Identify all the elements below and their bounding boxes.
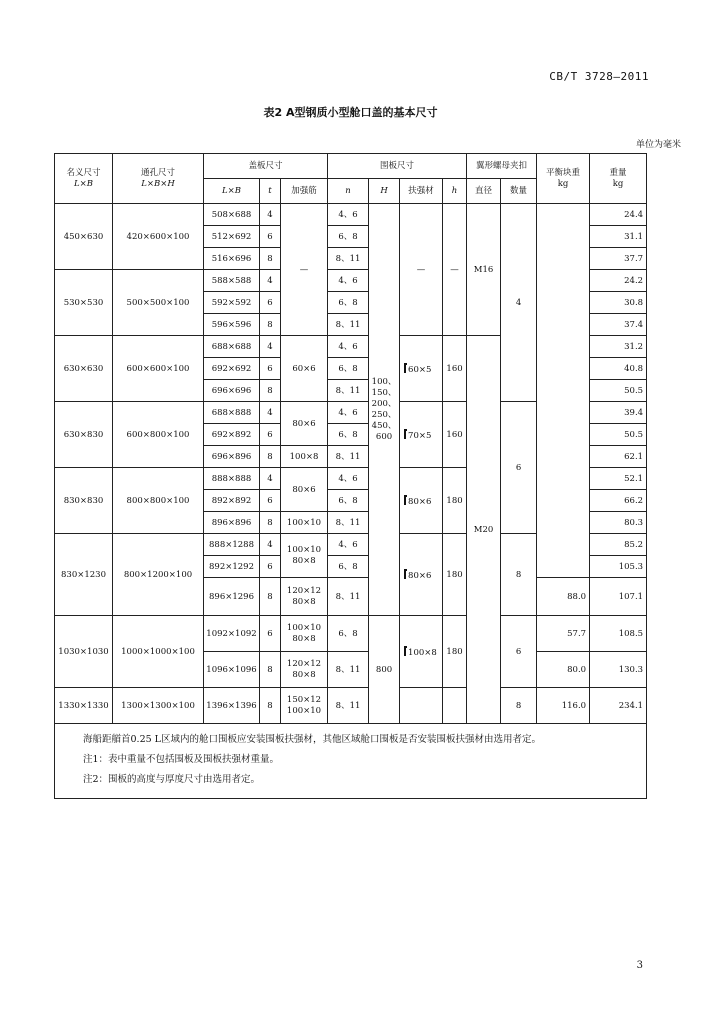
brace-dash: —: [400, 204, 443, 336]
cover-t: 4: [260, 468, 281, 490]
angle-section-icon: [404, 429, 407, 439]
cover-t: 6: [260, 490, 281, 512]
weight: 24.4: [590, 204, 647, 226]
stiffener: 120×12 80×8: [281, 578, 328, 616]
coaming-n: 6、8: [328, 490, 369, 512]
weight: 37.7: [590, 248, 647, 270]
coaming-n: 6、8: [328, 292, 369, 314]
brace: 80×6: [400, 468, 443, 534]
cover-lb: 1396×1396: [204, 688, 260, 724]
header-cover-stiffener: 加强筋: [281, 179, 328, 204]
weight: 31.1: [590, 226, 647, 248]
brace: 100×8: [400, 616, 443, 688]
clear-opening: 1300×1300×100: [113, 688, 204, 724]
brace-empty: [400, 688, 443, 724]
coaming-n: 6、8: [328, 424, 369, 446]
weight: 52.1: [590, 468, 647, 490]
stiffener: 100×8: [281, 446, 328, 468]
coaming-n: 8、11: [328, 688, 369, 724]
nominal-size: 1330×1330: [55, 688, 113, 724]
table-row: [55, 616, 647, 652]
coaming-height-800: 800: [369, 616, 400, 724]
weight: 30.8: [590, 292, 647, 314]
cover-lb: 892×892: [204, 490, 260, 512]
stiffener-dash: —: [281, 204, 328, 336]
brace-h-dash: —: [443, 204, 467, 336]
balance-weight: 57.7: [537, 616, 590, 652]
table-row: [55, 204, 647, 226]
header-clear-opening: 通孔尺寸 L×B×H: [113, 154, 204, 204]
balance-weight: 88.0: [537, 578, 590, 616]
weight: 234.1: [590, 688, 647, 724]
cover-t: 4: [260, 336, 281, 358]
balance-empty: [537, 204, 590, 578]
cover-lb: 696×896: [204, 446, 260, 468]
weight: 130.3: [590, 652, 647, 688]
weight: 31.2: [590, 336, 647, 358]
cover-lb: 516×696: [204, 248, 260, 270]
brace-h: 180: [443, 616, 467, 688]
balance-weight: 80.0: [537, 652, 590, 688]
table-notes: [55, 724, 647, 799]
stiffener: 80×6: [281, 468, 328, 512]
cover-lb: 888×1288: [204, 534, 260, 556]
weight: 40.8: [590, 358, 647, 380]
cover-t: 8: [260, 688, 281, 724]
note-line: 注2：围板的高度与厚度尺寸由选用者定。: [83, 774, 261, 785]
cover-lb: 588×588: [204, 270, 260, 292]
nominal-size: 1030×1030: [55, 616, 113, 688]
header-cover-t: t: [260, 179, 281, 204]
brace: 70×5: [400, 402, 443, 468]
table-title: 表2 A型钢质小型舱口盖的基本尺寸: [263, 106, 438, 119]
bolt-qty: 8: [501, 688, 537, 724]
bolt-qty-6: 6: [501, 616, 537, 688]
cover-t: 8: [260, 512, 281, 534]
standard-code: CB/T 3728—2011: [549, 70, 649, 83]
coaming-n: 8、11: [328, 652, 369, 688]
weight: 108.5: [590, 616, 647, 652]
cover-lb: 696×696: [204, 380, 260, 402]
cover-lb: 592×592: [204, 292, 260, 314]
cover-lb: 692×892: [204, 424, 260, 446]
cover-lb: 688×688: [204, 336, 260, 358]
brace-h-empty: [443, 688, 467, 724]
cover-t: 8: [260, 652, 281, 688]
cover-lb: 596×596: [204, 314, 260, 336]
weight: 85.2: [590, 534, 647, 556]
stiffener: 60×6: [281, 336, 328, 402]
weight: 105.3: [590, 556, 647, 578]
notes-row: [55, 724, 647, 799]
header-wing-nut-clamp: 翼形螺母夹扣: [467, 154, 537, 179]
header-coaming-brace: 扶强材: [400, 179, 443, 204]
coaming-n: 8、11: [328, 380, 369, 402]
brace: 80×6: [400, 534, 443, 616]
nominal-size: 530×530: [55, 270, 113, 336]
cover-t: 8: [260, 380, 281, 402]
coaming-n: 4、6: [328, 336, 369, 358]
brace-h: 160: [443, 336, 467, 402]
header-coaming-n: n: [328, 179, 369, 204]
cover-t: 4: [260, 270, 281, 292]
page-number: 3: [636, 960, 643, 971]
cover-t: 4: [260, 204, 281, 226]
nominal-size: 450×630: [55, 204, 113, 270]
header-weight: 重量 kg: [590, 154, 647, 204]
brace-h: 180: [443, 468, 467, 534]
header-cover-lb: L×B: [204, 179, 260, 204]
weight: 50.5: [590, 424, 647, 446]
nominal-size: 830×1230: [55, 534, 113, 616]
header-row-1: [55, 154, 647, 179]
cover-t: 6: [260, 616, 281, 652]
weight: 80.3: [590, 512, 647, 534]
header-cover: 盖板尺寸: [204, 154, 328, 179]
coaming-n: 6、8: [328, 616, 369, 652]
cover-lb: 892×1292: [204, 556, 260, 578]
stiffener: 120×12 80×8: [281, 652, 328, 688]
bolt-qty-6: 6: [501, 402, 537, 534]
unit-note: 单位为毫米: [635, 140, 681, 150]
header-coaming-h: H: [369, 179, 400, 204]
cover-t: 4: [260, 534, 281, 556]
clear-opening: 600×800×100: [113, 402, 204, 468]
dimension-table: [54, 153, 647, 799]
coaming-n: 6、8: [328, 556, 369, 578]
cover-t: 6: [260, 226, 281, 248]
cover-t: 6: [260, 358, 281, 380]
stiffener: 100×10 80×8: [281, 616, 328, 652]
header-balance-weight: 平衡块重 kg: [537, 154, 590, 204]
bolt-qty-4: 4: [501, 204, 537, 402]
stiffener: 80×6: [281, 402, 328, 446]
nominal-size: 830×830: [55, 468, 113, 534]
coaming-n: 4、6: [328, 270, 369, 292]
balance-weight: 116.0: [537, 688, 590, 724]
cover-t: 4: [260, 402, 281, 424]
nominal-size: 630×630: [55, 336, 113, 402]
coaming-n: 8、11: [328, 578, 369, 616]
cover-t: 8: [260, 248, 281, 270]
coaming-n: 8、11: [328, 248, 369, 270]
weight: 107.1: [590, 578, 647, 616]
clear-opening: 1000×1000×100: [113, 616, 204, 688]
angle-section-icon: [404, 569, 407, 579]
cover-t: 8: [260, 446, 281, 468]
coaming-n: 6、8: [328, 358, 369, 380]
clear-opening: 500×500×100: [113, 270, 204, 336]
cover-lb: 1092×1092: [204, 616, 260, 652]
cover-lb: 896×1296: [204, 578, 260, 616]
coaming-n: 8、11: [328, 512, 369, 534]
stiffener: 100×10: [281, 512, 328, 534]
coaming-n: 4、6: [328, 534, 369, 556]
coaming-n: 4、6: [328, 204, 369, 226]
cover-lb: 512×692: [204, 226, 260, 248]
header-bolt-diameter: 直径: [467, 179, 501, 204]
stiffener: 100×10 80×8: [281, 534, 328, 578]
weight: 24.2: [590, 270, 647, 292]
coaming-n: 6、8: [328, 226, 369, 248]
brace-h: 160: [443, 402, 467, 468]
clear-opening: 600×600×100: [113, 336, 204, 402]
weight: 50.5: [590, 380, 647, 402]
header-brace-h: h: [443, 179, 467, 204]
weight: 66.2: [590, 490, 647, 512]
cover-lb: 888×888: [204, 468, 260, 490]
header-nominal: 名义尺寸 L×B: [55, 154, 113, 204]
bolt-diameter-m16: M16: [467, 204, 501, 336]
clear-opening: 420×600×100: [113, 204, 204, 270]
stiffener: 150×12 100×10: [281, 688, 328, 724]
note-line: 海船距艏首0.25 L区域内的舱口围板应安装围板扶强材，其他区域舱口围板是否安装围板扶强材由选用者定。: [83, 734, 541, 745]
cover-lb: 508×688: [204, 204, 260, 226]
cover-t: 8: [260, 314, 281, 336]
cover-lb: 896×896: [204, 512, 260, 534]
angle-section-icon: [404, 646, 407, 656]
header-bolt-qty: 数量: [501, 179, 537, 204]
coaming-n: 4、6: [328, 402, 369, 424]
weight: 39.4: [590, 402, 647, 424]
clear-opening: 800×800×100: [113, 468, 204, 534]
cover-lb: 692×692: [204, 358, 260, 380]
angle-section-icon: [404, 495, 407, 505]
cover-t: 8: [260, 578, 281, 616]
coaming-n: 8、11: [328, 314, 369, 336]
header-coaming: 围板尺寸: [328, 154, 467, 179]
bolt-qty-8: 8: [501, 534, 537, 616]
bolt-diameter-m20: M20: [467, 336, 501, 724]
coaming-n: 4、6: [328, 468, 369, 490]
table-row: [55, 688, 647, 724]
angle-section-icon: [404, 363, 407, 373]
cover-t: 6: [260, 424, 281, 446]
weight: 62.1: [590, 446, 647, 468]
coaming-height-values: 100、150、200、250、450、600: [369, 204, 400, 616]
nominal-size: 630×830: [55, 402, 113, 468]
coaming-n: 8、11: [328, 446, 369, 468]
weight: 37.4: [590, 314, 647, 336]
cover-lb: 1096×1096: [204, 652, 260, 688]
cover-lb: 688×888: [204, 402, 260, 424]
cover-t: 6: [260, 556, 281, 578]
brace-h: 180: [443, 534, 467, 616]
note-line: 注1：表中重量不包括围板及围板扶强材重量。: [83, 754, 280, 765]
clear-opening: 800×1200×100: [113, 534, 204, 616]
cover-t: 6: [260, 292, 281, 314]
brace: 60×5: [400, 336, 443, 402]
